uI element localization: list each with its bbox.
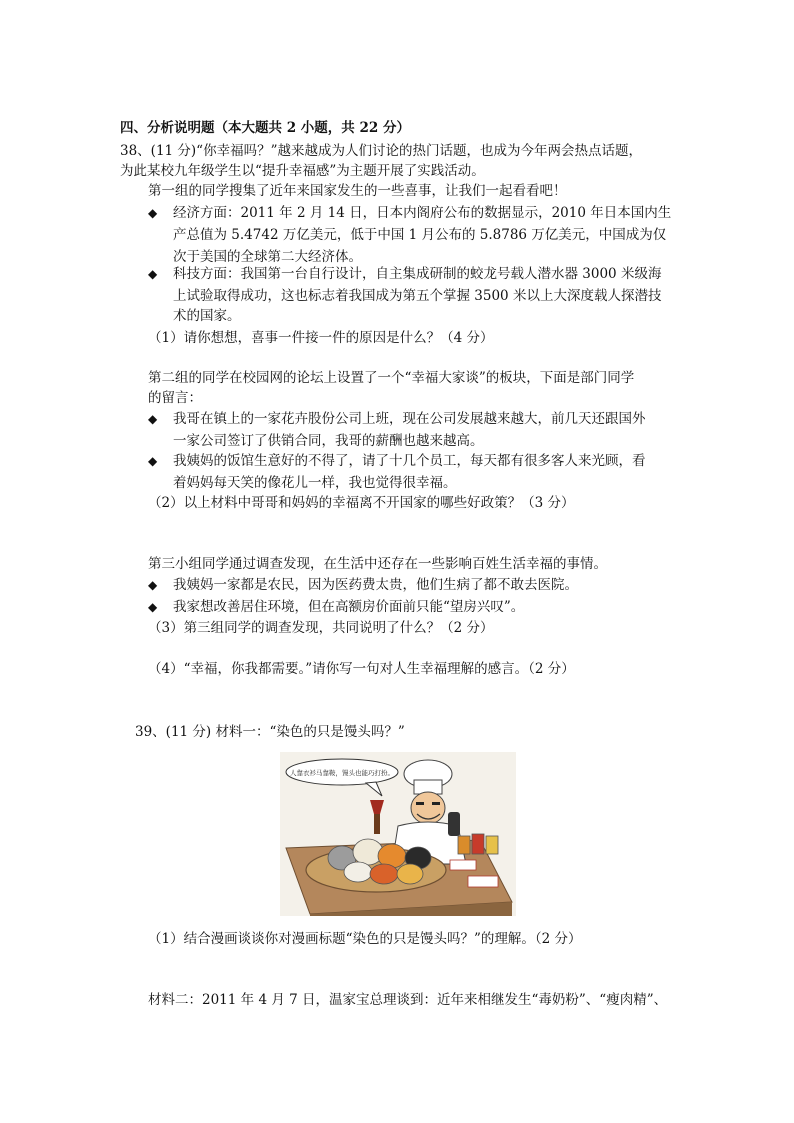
q38-intro-line1: 38、(11 分)“你幸福吗？”越来越成为人们讨论的热门话题，也成为今年两会热点话题，: [120, 143, 642, 159]
bullet-icon: ◆: [148, 267, 158, 281]
farmer-line: 我姨妈一家都是农民，因为医药费太贵，他们生病了都不敢去医院。: [173, 577, 578, 593]
econ-line1: 经济方面：2011 年 2 月 14 日，日本内阁府公布的数据显示，2010 年日本国内生: [173, 205, 672, 221]
material-2: 材料二：2011 年 4 月 7 日，温家宝总理谈到：近年来相继发生“毒奶粉”、“瘦肉精”、: [148, 992, 668, 1008]
group2-intro-line2: 的留言：: [148, 390, 202, 406]
housing-line: 我家想改善居住环境，但在高额房价面前只能“望房兴叹”。: [173, 599, 525, 615]
brother-line1: 我哥在镇上的一家花卉股份公司上班，现在公司发展越来越大，前几天还跟国外: [173, 411, 646, 427]
section-heading: 四、分析说明题（本大题共 2 小题，共 22 分）: [120, 120, 410, 136]
q39-intro: 39、(11 分) 材料一：“染色的只是馒头吗？”: [135, 724, 405, 740]
tech-line1: 科技方面：我国第一台自行设计，自主集成研制的蛟龙号载人潜水器 3000 米级海: [173, 266, 662, 282]
q39-question-1: （1）结合漫画谈谈你对漫画标题“染色的只是馒头吗？”的理解。（2 分）: [148, 931, 582, 947]
aunt-line1: 我姨妈的饭馆生意好的不得了，请了十几个员工，每天都有很多客人来光顾，看: [173, 453, 646, 469]
group3-intro: 第三小组同学通过调查发现，在生活中还存在一些影响百姓生活幸福的事情。: [148, 556, 607, 572]
q38-question-1: （1）请你想想，喜事一件接一件的原因是什么？（4 分）: [148, 330, 494, 346]
cartoon-speech: 人靠衣衫马靠鞍，馒头也能巧打扮。: [290, 770, 394, 777]
q38-question-2: （2）以上材料中哥哥和妈妈的幸福离不开国家的哪些好政策？（3 分）: [148, 495, 575, 511]
bullet-icon: ◆: [148, 412, 158, 426]
group1-intro: 第一组的同学搜集了近年来国家发生的一些喜事，让我们一起看看吧！: [148, 183, 567, 199]
bullet-icon: ◆: [148, 578, 158, 592]
cartoon-image: [280, 752, 516, 916]
brother-line2: 一家公司签订了供销合同，我哥的薪酬也越来越高。: [173, 433, 484, 449]
bullet-icon: ◆: [148, 600, 158, 614]
q38-intro-line2: 为此某校九年级学生以“提升幸福感”为主题开展了实践活动。: [120, 163, 485, 179]
group2-intro-line1: 第二组的同学在校园网的论坛上设置了一个“幸福大家谈”的板块，下面是部门同学: [148, 370, 635, 386]
q38-question-3: （3）第三组同学的调查发现，共同说明了什么？（2 分）: [148, 620, 494, 636]
q38-question-4: （4）“幸福，你我都需要。”请你写一句对人生幸福理解的感言。（2 分）: [148, 661, 575, 677]
econ-line3: 次于美国的全球第二大经济体。: [173, 249, 362, 265]
econ-line2: 产总值为 5.4742 万亿美元，低于中国 1 月公布的 5.8786 万亿美元，中国成为仅: [173, 227, 667, 243]
tech-line3: 术的国家。: [173, 308, 241, 324]
bullet-icon: ◆: [148, 454, 158, 468]
tech-line2: 上试验取得成功，这也标志着我国成为第五个掌握 3500 米以上大深度载人探潜技: [173, 288, 662, 304]
bullet-icon: ◆: [148, 206, 158, 220]
aunt-line2: 着妈妈每天笑的像花儿一样，我也觉得很幸福。: [173, 475, 457, 491]
